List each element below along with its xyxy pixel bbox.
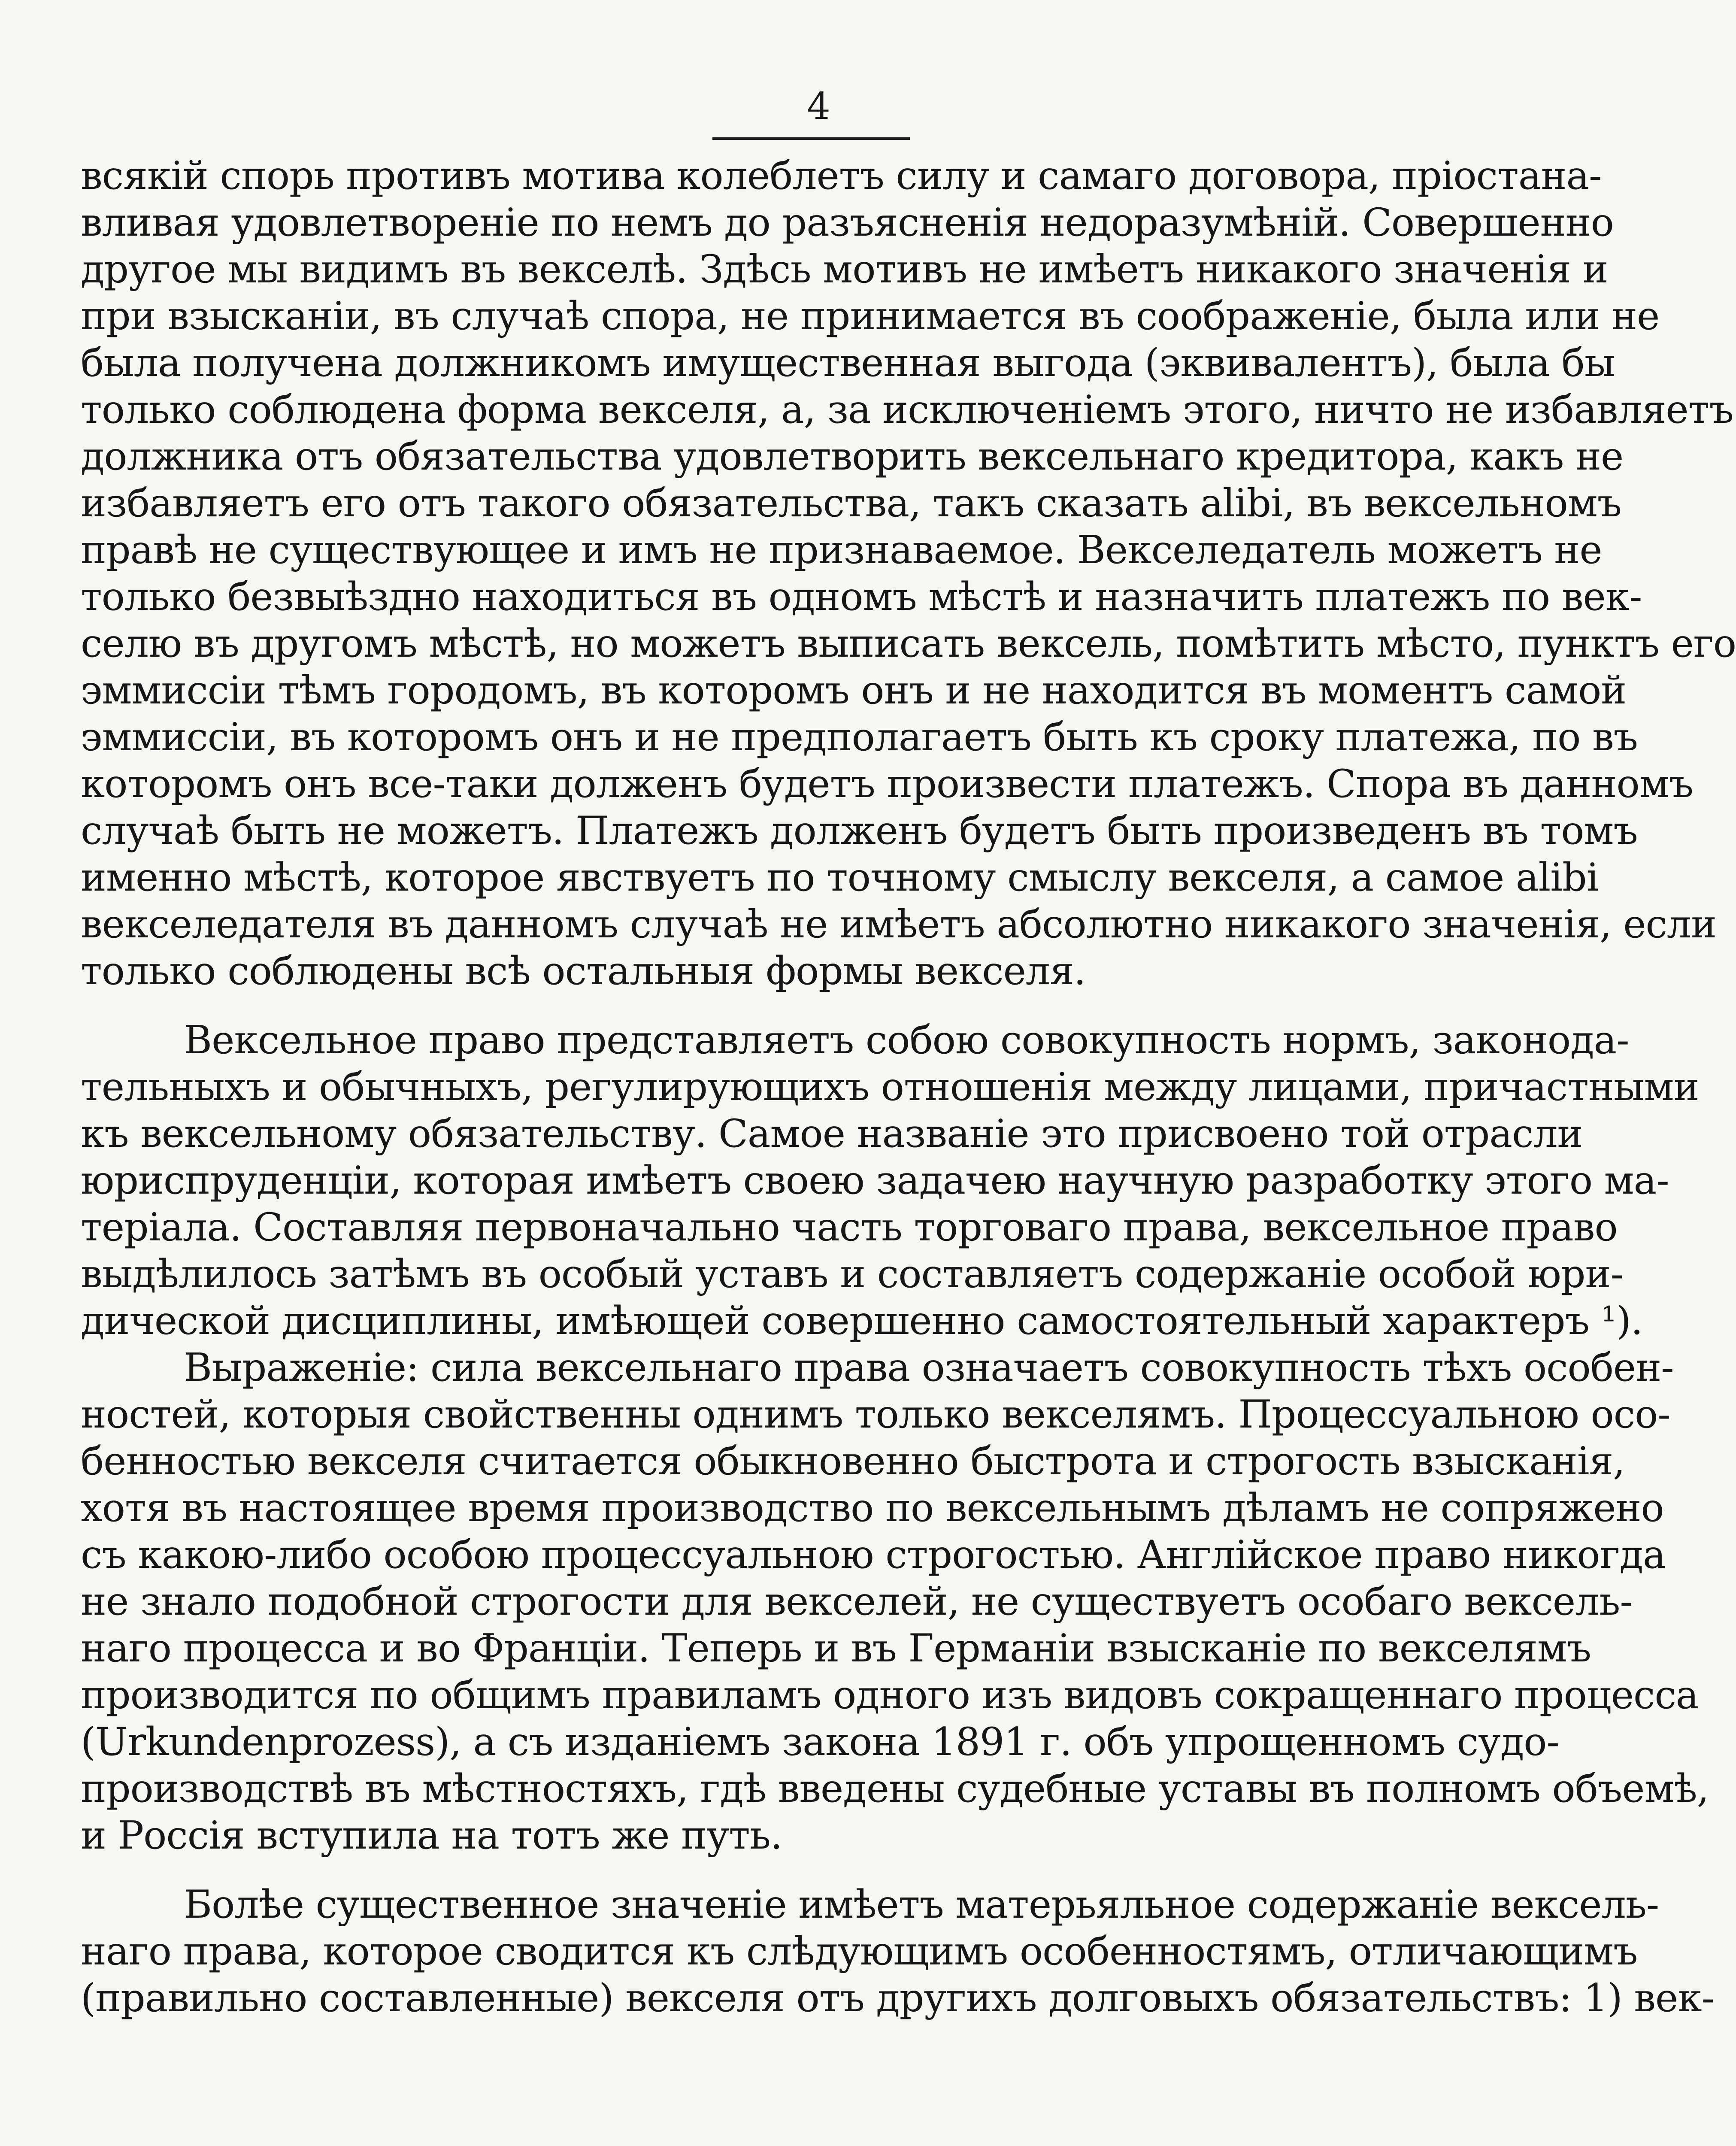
page-number: 4 <box>807 85 830 128</box>
text-line: другое мы видимъ въ векселѣ. Здѣсь мотивъ не имѣетъ никакого значенія и <box>81 247 1608 292</box>
text-line: и Россія вступила на тотъ же путь. <box>81 1813 782 1858</box>
text-line: выдѣлилось затѣмъ въ особый уставъ и составляетъ содержаніе особой юри- <box>81 1252 1623 1297</box>
text-line: теріала. Составляя первоначально часть торговаго права, вексельное право <box>81 1205 1618 1250</box>
text-line: эммиссіи, въ которомъ онъ и не предполагаетъ быть къ сроку платежа, по въ <box>81 715 1638 760</box>
text-line: производится по общимъ правиламъ одного изъ видовъ сокращеннаго процесса <box>81 1673 1699 1718</box>
text-line: эммиссіи тѣмъ городомъ, въ которомъ онъ и не находится въ моментъ самой <box>81 668 1627 713</box>
text-line: не знало подобной строгости для векселей, не существуетъ особаго вексель- <box>81 1579 1633 1624</box>
text-line: бенностью векселя считается обыкновенно быстрота и строгость взысканія, <box>81 1439 1625 1484</box>
text-line: которомъ онъ все-таки долженъ будетъ произвести платежъ. Спора въ данномъ <box>81 761 1693 806</box>
text-line: тельныхъ и обычныхъ, регулирующихъ отношенія между лицами, причастными <box>81 1064 1699 1109</box>
text-line: (Urkundenprozess), а съ изданіемъ закона 1891 г. объ упрощенномъ судо- <box>81 1719 1559 1764</box>
body-text <box>81 152 1736 2022</box>
text-line: селю въ другомъ мѣстѣ, но можетъ выписать вексель, помѣтить мѣсто, пунктъ его <box>81 621 1736 666</box>
text-line: наго процесса и во Франціи. Теперь и въ Германіи взысканіе по векселямъ <box>81 1626 1591 1671</box>
text-line: только соблюдена форма векселя, а, за исключеніемъ этого, ничто не избавляетъ <box>81 387 1733 432</box>
text-line: только соблюдены всѣ остальныя формы векселя. <box>81 949 1086 994</box>
text-line: случаѣ быть не можетъ. Платежъ долженъ будетъ быть произведенъ въ томъ <box>81 808 1638 853</box>
text-line: хотя въ настоящее время производство по вексельнымъ дѣламъ не сопряжено <box>81 1485 1664 1531</box>
text-line: юриспруденціи, которая имѣетъ своею задачею научную разработку этого ма- <box>81 1158 1669 1203</box>
text-line: съ какою-либо особою процессуальною строгостью. Англійское право никогда <box>81 1532 1666 1577</box>
text-line: была получена должникомъ имущественная выгода (эквивалентъ), была бы <box>81 340 1615 385</box>
text-line: вливая удовлетвореніе по немъ до разъясненія недоразумѣній. Совершенно <box>81 200 1614 245</box>
text-line: избавляетъ его отъ такого обязательства, такъ сказать alibi, въ вексельномъ <box>81 481 1622 526</box>
text-line: при взысканіи, въ случаѣ спора, не принимается въ соображеніе, была или не <box>81 294 1660 339</box>
text-line: всякій спорь противъ мотива колеблетъ силу и самаго договора, пріостана- <box>81 153 1602 198</box>
text-line: дической дисциплины, имѣющей совершенно самостоятельный характеръ ¹). <box>81 1298 1643 1343</box>
paragraph-start-line: Болѣе существенное значеніе имѣетъ матерьяльное содержаніе вексель- <box>184 1882 1659 1927</box>
text-line: векселедателя въ данномъ случаѣ не имѣетъ абсолютно никакого значенія, если <box>81 902 1717 947</box>
paragraph-start-line: Вексельное право представляетъ собою совокупность нормъ, законода- <box>184 1018 1629 1063</box>
paragraph-start-line: Выраженіе: сила вексельнаго права означаетъ совокупность тѣхъ особен- <box>184 1345 1674 1390</box>
text-line: правѣ не существующее и имъ не признаваемое. Векселедатель можетъ не <box>81 527 1602 573</box>
text-line: (правильно составленные) векселя отъ другихъ долговыхъ обязательствъ: 1) век- <box>81 1976 1714 2021</box>
page-number-rule <box>712 137 910 140</box>
text-line: производствѣ въ мѣстностяхъ, гдѣ введены судебные уставы въ полномъ объемѣ, <box>81 1766 1709 1811</box>
text-line: должника отъ обязательства удовлетворить вексельнаго кредитора, какъ не <box>81 434 1624 479</box>
text-line: только безвыѣздно находиться въ одномъ мѣстѣ и назначить платежъ по век- <box>81 574 1642 619</box>
text-line: наго права, которое сводится къ слѣдующимъ особенностямъ, отличающимъ <box>81 1929 1638 1974</box>
text-line: именно мѣстѣ, которое явствуетъ по точному смыслу векселя, а самое alibi <box>81 855 1599 900</box>
text-line: ностей, которыя свойственны однимъ только векселямъ. Процессуальною осо- <box>81 1392 1670 1437</box>
text-line: къ вексельному обязательству. Самое названіе это присвоено той отрасли <box>81 1111 1583 1156</box>
